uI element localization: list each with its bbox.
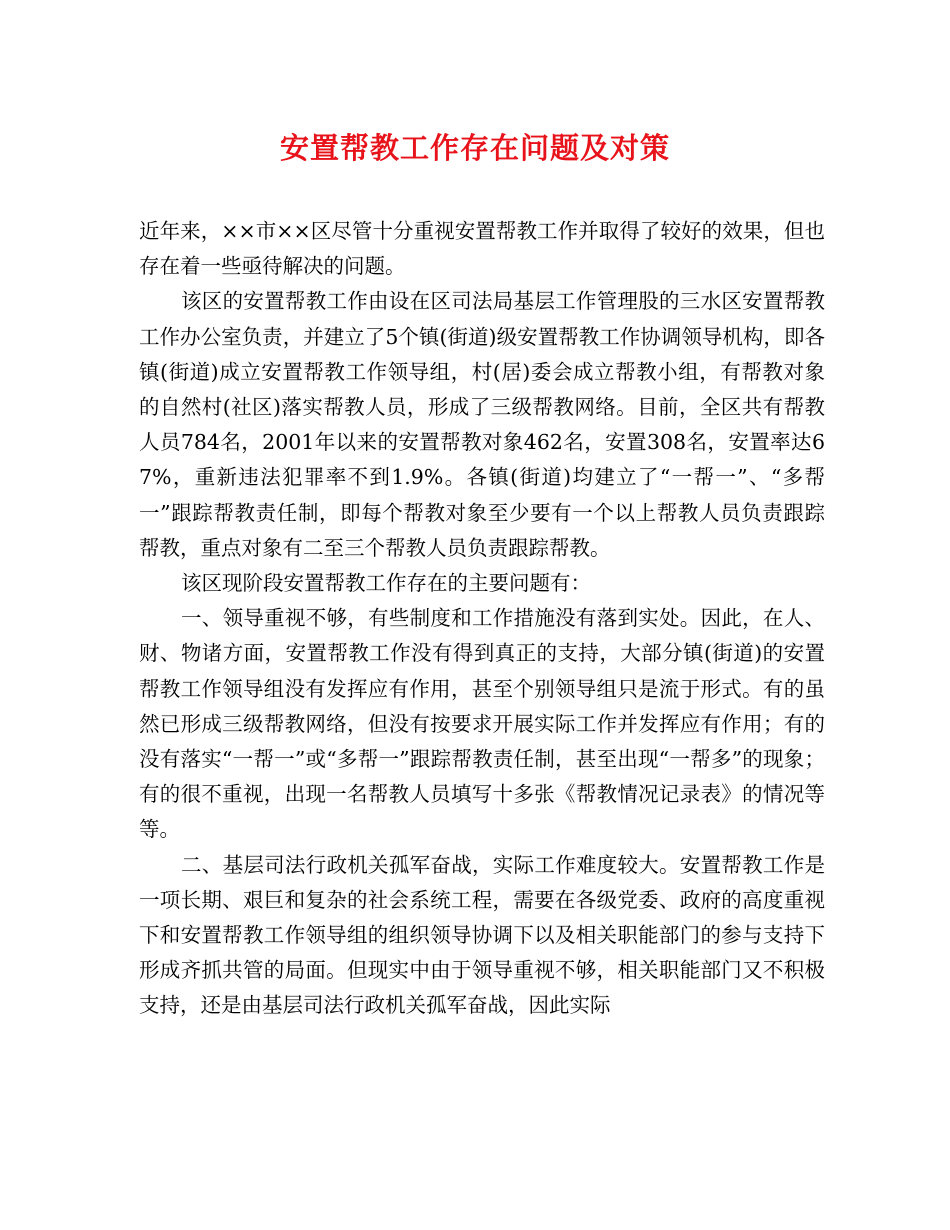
paragraph-problem-two: 二、基层司法行政机关孤军奋战，实际工作难度较大。安置帮教工作是一项长期、艰巨和复杂的社会系统工程，需要在各级党委、政府的高度重视下和安置帮教工作领导组的组织领导协调下以及相关职能部门的参与支持下形成齐抓共管的局面。但现实中由于领导重视不够，相关职能部门又不积极支持，还是由基层司法行政机关孤军奋战，因此实际 xyxy=(139,852,825,1018)
paragraph-problem-one: 一、领导重视不够，有些制度和工作措施没有落到实处。因此，在人、财、物诸方面，安置帮教工作没有得到真正的支持，大部分镇(街道)的安置帮教工作领导组没有发挥应有作用，甚至个别领导组只是流于形式。有的虽然已形成三级帮教网络，但没有按要求开展实际工作并发挥应有作用；有的没有落实“一帮一”或“多帮一”跟踪帮教责任制，甚至出现“一帮多”的现象；有的很不重视，出现一名帮教人员填写十多张《帮教情况记录表》的情况等等。 xyxy=(139,606,825,842)
document-body xyxy=(139,214,825,1024)
paragraph-problems-heading: 该区现阶段安置帮教工作存在的主要问题有： xyxy=(181,571,592,596)
paragraph-overview: 该区的安置帮教工作由设在区司法局基层工作管理股的三水区安置帮教工作办公室负责，并建立了5个镇(街道)级安置帮教工作协调领导机构，即各镇(街道)成立安置帮教工作领导组，村(居)委会成立帮教小组，有帮教对象的自然村(社区)落实帮教人员，形成了三级帮教网络。目前，全区共有帮教人员784名，2001年以来的安置帮教对象462名，安置308名，安置率达67%，重新违法犯罪率不到1.9%。各镇(街道)均建立了“一帮一”、“多帮一”跟踪帮教责任制，即每个帮教对象至少要有一个以上帮教人员负责跟踪帮教，重点对象有二至三个帮教人员负责跟踪帮教。 xyxy=(139,289,825,560)
paragraph-intro: 近年来，××市××区尽管十分重视安置帮教工作并取得了较好的效果，但也存在着一些亟待解决的问题。 xyxy=(139,219,825,279)
document-title: 安置帮教工作存在问题及对策 xyxy=(279,131,670,165)
